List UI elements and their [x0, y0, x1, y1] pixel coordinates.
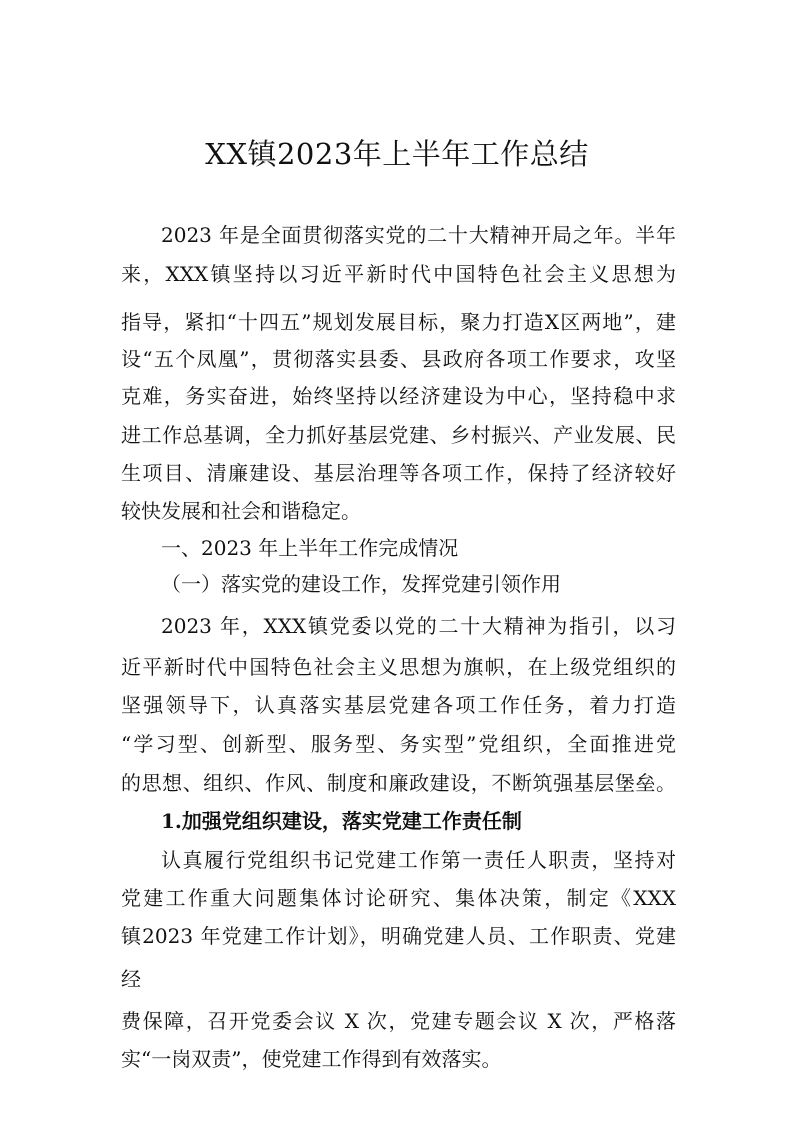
paragraph-line: 坚强领导下，认真落实基层党建各项工作任务，着力打造	[121, 693, 676, 717]
paragraph-line: 党建工作重大问题集体讨论研究、集体决策，制定《XXX	[121, 886, 676, 910]
paragraph-line: 近平新时代中国特色社会主义思想为旗帜，在上级党组织的	[121, 655, 676, 679]
paragraph-line: 镇2023 年党建工作计划》，明确党建人员、工作职责、党建	[121, 924, 676, 948]
paragraph-line: 较快发展和社会和谐稳定。	[121, 499, 361, 523]
paragraph-line: 生项目、清廉建设、基层治理等各项工作，保持了经济较好	[121, 461, 676, 485]
paragraph-line: 来，XXX镇坚持以习近平新时代中国特色社会主义思想为	[121, 262, 676, 286]
paragraph-line: 费保障，召开党委会议 X 次，党建专题会议 X 次，严格落	[121, 1009, 676, 1033]
paragraph-line: 2023 年，XXX镇党委以党的二十大精神为指引，以习	[161, 614, 676, 638]
paragraph-line: 认真履行党组织书记党建工作第一责任人职责，坚持对	[161, 848, 676, 872]
paragraph-line: 实“一岗双责”，使党建工作得到有效落实。	[121, 1047, 502, 1071]
item-heading: 1.加强党组织建设，落实党建工作责任制	[161, 809, 522, 833]
paragraph-line: 2023 年是全面贯彻落实党的二十大精神开局之年。半年	[161, 223, 676, 247]
paragraph-line: 克难，务实奋进，始终坚持以经济建设为中心，坚持稳中求	[121, 384, 676, 408]
document-title: XX镇2023年上半年工作总结	[205, 137, 589, 171]
paragraph-line: 指导，紧扣“十四五”规划发展目标，聚力打造X区两地”，建	[121, 310, 676, 334]
paragraph-line: 的思想、组织、作风、制度和廉政建设，不断筑强基层堡垒。	[121, 771, 676, 795]
paragraph-line: 进工作总基调，全力抓好基层党建、乡村振兴、产业发展、民	[121, 423, 676, 447]
paragraph-line: “学习型、创新型、服务型、务实型”党组织，全面推进党	[121, 732, 676, 756]
section-heading: 一、2023 年上半年工作完成情况	[161, 536, 459, 560]
paragraph-line: 设“五个凤凰”，贯彻落实县委、县政府各项工作要求，攻坚	[121, 347, 676, 371]
paragraph-line: 经	[121, 967, 141, 991]
subsection-heading: （一）落实党的建设工作，发挥党建引领作用	[161, 572, 561, 596]
